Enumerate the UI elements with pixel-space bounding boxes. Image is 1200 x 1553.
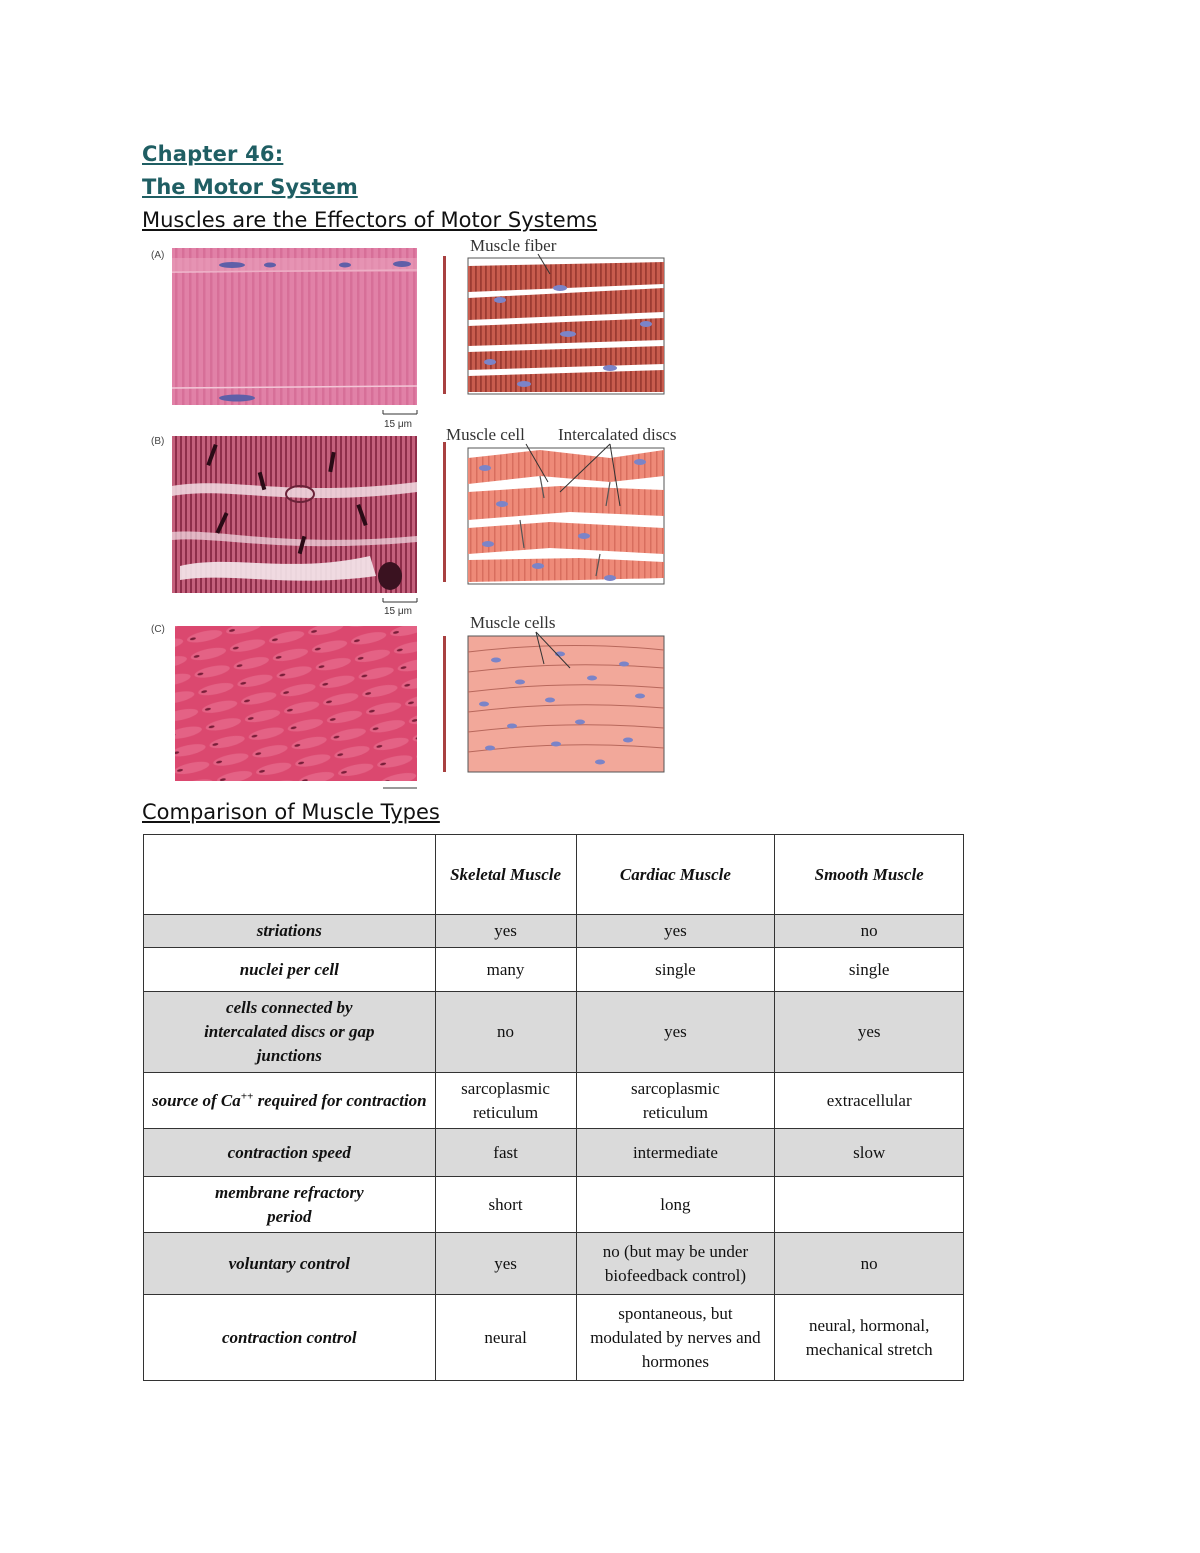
cell-smooth: neural, hormonal, mechanical stretch [775,1295,964,1381]
cell-cardiac: sarcoplasmic reticulum [576,1073,775,1129]
panel-c-label: (C) [151,624,165,635]
row-label: membrane refractory period [144,1177,436,1233]
header-empty [144,835,436,915]
cell-smooth: yes [775,992,964,1073]
row-label-superscript: ++ [240,1089,254,1102]
row-label [144,1073,436,1129]
header-skeletal: Skeletal Muscle [435,835,576,915]
table-row [144,1073,964,1129]
row-label: striations [144,915,436,948]
cell-smooth: single [775,948,964,992]
header-cardiac: Cardiac Muscle [576,835,775,915]
cell-smooth: no [775,1233,964,1295]
cardiac-muscle-drawing [468,448,664,584]
cardiac-muscle-micrograph [172,436,417,593]
cell-skeletal: yes [435,915,576,948]
cell-skeletal: fast [435,1129,576,1177]
chapter-title: The Motor System [142,175,358,199]
table-row [144,992,964,1073]
cell-cardiac: spontaneous, but modulated by nerves and hormones [576,1295,775,1381]
table-row [144,1295,964,1381]
cell-cardiac: yes [576,915,775,948]
section-heading-comparison: Comparison of Muscle Types [142,800,440,824]
header-smooth: Smooth Muscle [775,835,964,915]
cell-cardiac: long [576,1177,775,1233]
row-label: nuclei per cell [144,948,436,992]
scale-bar-a: 15 μm [384,419,412,430]
label-muscle-cells: Muscle cells [470,613,556,632]
muscle-types-figure [140,236,720,792]
row-label: contraction speed [144,1129,436,1177]
label-muscle-cell: Muscle cell [446,425,525,444]
cell-smooth: extracellular [775,1073,964,1129]
panel-b-label: (B) [151,436,165,447]
table-row [144,948,964,992]
table-row [144,1129,964,1177]
cell-skeletal: short [435,1177,576,1233]
label-muscle-fiber: Muscle fiber [470,236,557,255]
cell-smooth: slow [775,1129,964,1177]
table-header-row [144,835,964,915]
table-row [144,915,964,948]
cell-skeletal: sarcoplasmic reticulum [435,1073,576,1129]
smooth-muscle-micrograph [175,626,417,781]
skeletal-muscle-drawing [468,258,664,394]
cell-skeletal: no [435,992,576,1073]
cell-cardiac: intermediate [576,1129,775,1177]
label-intercalated-discs: Intercalated discs [558,425,677,444]
chapter-number: Chapter 46: [142,142,284,166]
smooth-muscle-drawing [468,636,664,772]
row-label: cells connected by intercalated discs or gap junctions [144,992,436,1073]
cell-smooth [775,1177,964,1233]
cell-cardiac: yes [576,992,775,1073]
row-label-text: source of Ca [151,1090,241,1110]
cell-skeletal: neural [435,1295,576,1381]
cell-skeletal: yes [435,1233,576,1295]
cell-cardiac: single [576,948,775,992]
row-label: contraction control [144,1295,436,1381]
scale-bar-b: 15 μm [384,606,412,617]
cell-skeletal: many [435,948,576,992]
table-row [144,1177,964,1233]
row-label: voluntary control [144,1233,436,1295]
cell-cardiac: no (but may be under biofeedback control) [576,1233,775,1295]
section-heading-effectors: Muscles are the Effectors of Motor Systems [142,208,598,232]
row-label-text-end: required for contraction [253,1090,427,1110]
table-row [144,1233,964,1295]
muscle-comparison-table [143,834,964,1381]
panel-a-label: (A) [151,250,165,261]
skeletal-muscle-micrograph [172,248,417,405]
cell-smooth: no [775,915,964,948]
